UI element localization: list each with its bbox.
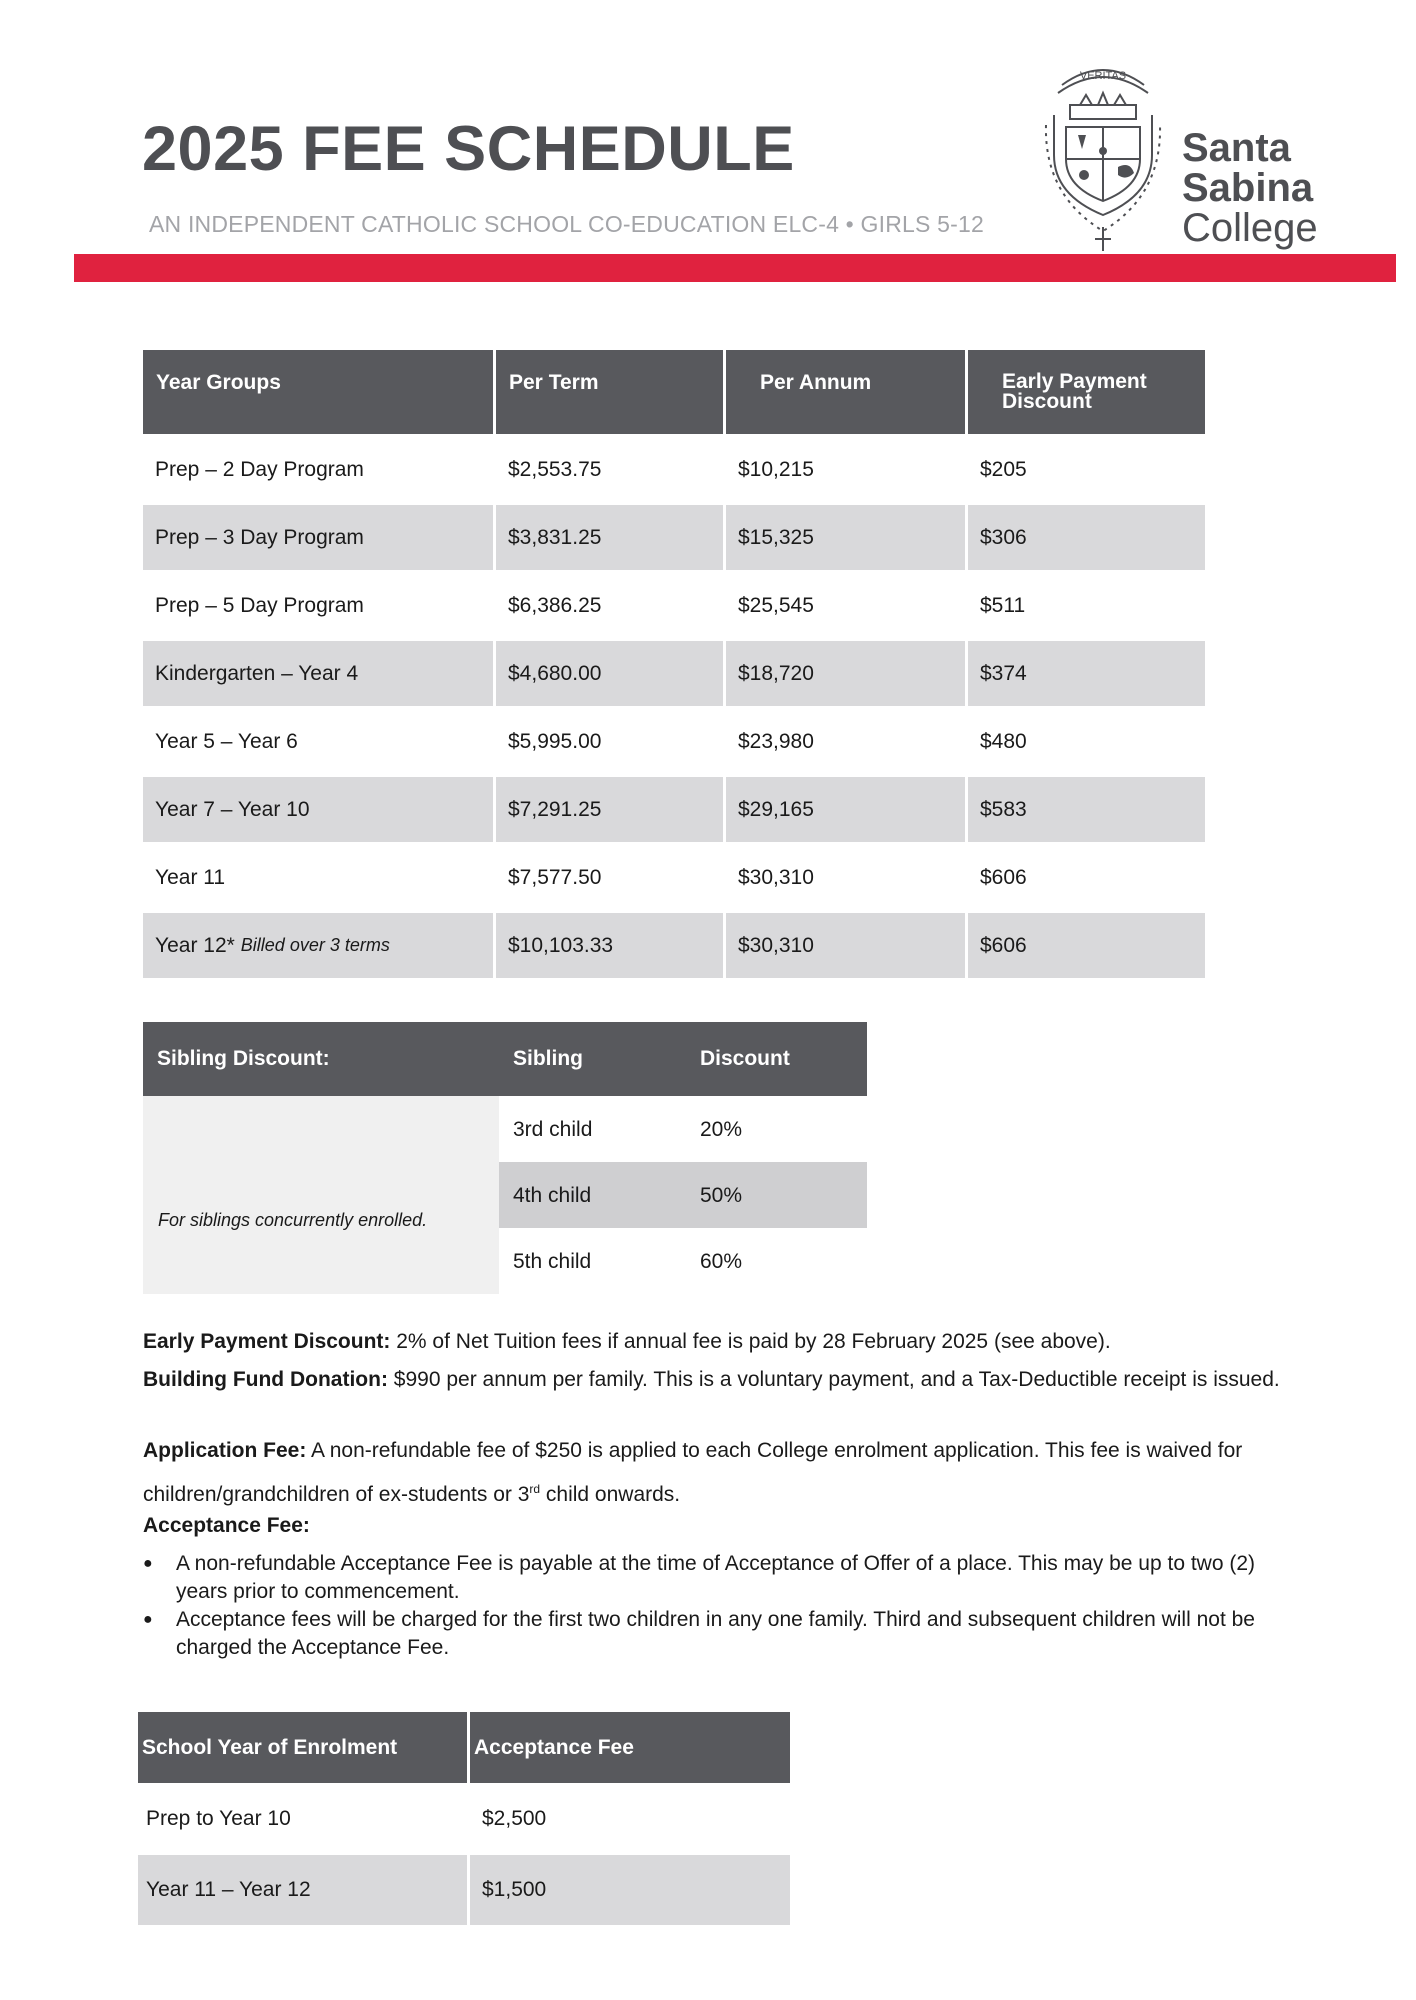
page-subtitle: AN INDEPENDENT CATHOLIC SCHOOL CO-EDUCATION ELC-4 • GIRLS 5-12 <box>149 211 984 237</box>
per-annum-fee <box>726 845 965 910</box>
early-payment-discount <box>968 845 1205 910</box>
sibling-label: 5th child <box>513 1250 592 1273</box>
per-annum-fee-text: $30,310 <box>738 933 814 957</box>
per-term-fee <box>496 505 723 570</box>
early-payment-discount <box>968 913 1205 978</box>
per-term-fee-text: $6,386.25 <box>508 593 602 617</box>
logo-name-line2: Sabina <box>1182 166 1314 210</box>
per-term-fee-text: $5,995.00 <box>508 729 602 753</box>
per-annum-fee <box>726 777 965 842</box>
year-group-text: Year 12* <box>155 933 235 957</box>
early-payment-label: Early Payment Discount: <box>143 1330 391 1353</box>
sibling-discount-value: 20% <box>700 1118 743 1141</box>
enrolment-year: Year 11 – Year 12 <box>138 1855 467 1925</box>
table-row <box>143 437 1205 502</box>
table-row <box>143 777 1205 842</box>
year-group <box>143 845 493 910</box>
application-fee-text: A non-refundable fee of $250 is applied to each College enrolment application. This fee is waived for children/grandchildren of ex-students or 3 <box>143 1439 1243 1506</box>
logo-name-line1: Santa <box>1182 126 1291 170</box>
sibling-row <box>499 1096 867 1162</box>
header-per-annum: Per Annum <box>726 350 965 434</box>
year-group <box>143 709 493 774</box>
table-row <box>143 709 1205 774</box>
logo-name-line3: College <box>1182 206 1318 250</box>
per-term-fee-text: $3,831.25 <box>508 525 602 549</box>
year-group <box>143 641 493 706</box>
per-annum-fee-text: $25,545 <box>738 593 814 617</box>
list-item: ● Acceptance fees will be charged for the first two children in any one family. Third and subsequent children will not be charged the Acceptance Fee. <box>143 1606 1283 1662</box>
building-fund-text: $990 per annum per family. This is a voluntary payment, and a Tax-Deductible receipt is issued. <box>393 1368 1280 1391</box>
year-group-text: Prep – 5 Day Program <box>155 593 364 617</box>
early-payment-discount <box>968 641 1205 706</box>
year-group-text: Year 11 <box>155 865 226 889</box>
billing-note: Billed over 3 terms <box>240 935 390 955</box>
page-title: 2025 FEE SCHEDULE <box>142 114 795 184</box>
per-term-fee <box>496 777 723 842</box>
header-school-year: School Year of Enrolment <box>138 1712 467 1783</box>
sibling-note: For siblings concurrently enrolled. <box>158 1210 428 1230</box>
building-fund-note <box>143 1366 1283 1394</box>
early-payment-discount-text: $583 <box>980 797 1027 821</box>
per-annum-fee-text: $18,720 <box>738 661 814 685</box>
header-sibling: Sibling <box>513 1047 583 1070</box>
early-payment-discount-text: $606 <box>980 933 1027 957</box>
year-group <box>143 573 493 638</box>
application-fee-text-end: child onwards. <box>540 1483 681 1506</box>
header-early-payment-discount: Early Payment Discount <box>968 350 1205 434</box>
table-row <box>143 573 1205 638</box>
college-crest-icon <box>1040 55 1166 255</box>
sibling-discount-title: Sibling Discount: <box>157 1047 330 1070</box>
sibling-label: 4th child <box>513 1184 592 1207</box>
per-term-fee <box>496 845 723 910</box>
year-group-text: Kindergarten – Year 4 <box>155 661 359 685</box>
header-acceptance-fee: Acceptance Fee <box>470 1712 790 1783</box>
acceptance-fee-table <box>138 1712 790 1925</box>
per-term-fee-text: $4,680.00 <box>508 661 602 685</box>
acceptance-fee-label: Acceptance Fee: <box>143 1514 310 1537</box>
fee-table-header-row <box>143 350 1205 434</box>
per-term-fee-text: $7,291.25 <box>508 797 602 821</box>
table-row <box>143 913 1205 978</box>
sibling-discount-value: 50% <box>700 1184 743 1207</box>
early-payment-note <box>143 1328 1283 1356</box>
acceptance-fee-heading <box>143 1512 1283 1540</box>
per-annum-fee <box>726 709 965 774</box>
fee-table <box>143 350 1205 978</box>
per-annum-fee <box>726 505 965 570</box>
per-annum-fee <box>726 573 965 638</box>
header-per-term: Per Term <box>496 350 723 434</box>
early-payment-discount <box>968 573 1205 638</box>
early-payment-discount-text: $205 <box>980 457 1027 481</box>
early-payment-discount <box>968 709 1205 774</box>
sibling-row <box>499 1228 867 1294</box>
per-annum-fee-text: $15,325 <box>738 525 814 549</box>
per-term-fee <box>496 641 723 706</box>
year-group <box>143 913 493 978</box>
early-payment-discount <box>968 437 1205 502</box>
per-term-fee-text: $7,577.50 <box>508 865 602 889</box>
application-fee-superscript: rd <box>529 1482 541 1496</box>
year-group-text: Prep – 3 Day Program <box>155 525 364 549</box>
sibling-table-header-row <box>143 1022 867 1096</box>
early-payment-discount-text: $480 <box>980 729 1027 753</box>
per-annum-fee <box>726 641 965 706</box>
early-payment-discount-text: $306 <box>980 525 1027 549</box>
list-item: ● A non-refundable Acceptance Fee is payable at the time of Acceptance of Offer of a place. This may be up to two (2) years prior to commencement. <box>143 1550 1283 1606</box>
year-group-text: Prep – 2 Day Program <box>155 457 364 481</box>
per-term-fee <box>496 913 723 978</box>
year-group <box>143 777 493 842</box>
table-row <box>138 1855 790 1925</box>
table-row <box>143 641 1205 706</box>
enrolment-year: Prep to Year 10 <box>146 1807 291 1830</box>
header-discount: Discount <box>700 1047 790 1070</box>
per-annum-fee <box>726 913 965 978</box>
early-payment-discount <box>968 505 1205 570</box>
early-payment-text: 2% of Net Tuition fees if annual fee is paid by 28 February 2025 (see above). <box>396 1330 1111 1353</box>
sibling-row <box>499 1162 867 1228</box>
building-fund-label: Building Fund Donation: <box>143 1368 388 1391</box>
early-payment-discount-text: $374 <box>980 661 1027 685</box>
early-payment-discount-text: $606 <box>980 865 1027 889</box>
application-fee-note <box>143 1432 1283 1514</box>
year-group-text: Year 5 – Year 6 <box>155 729 298 753</box>
header-accent-bar <box>74 254 1396 282</box>
sibling-note-cell <box>143 1096 499 1294</box>
sibling-discount-value: 60% <box>700 1250 743 1273</box>
per-term-fee-text: $2,553.75 <box>508 457 602 481</box>
per-annum-fee-text: $23,980 <box>738 729 814 753</box>
early-payment-discount <box>968 777 1205 842</box>
acceptance-table-header-row <box>138 1712 790 1783</box>
per-annum-fee-text: $29,165 <box>738 797 814 821</box>
per-term-fee-text: $10,103.33 <box>508 933 614 957</box>
per-annum-fee-text: $10,215 <box>738 457 814 481</box>
per-term-fee <box>496 709 723 774</box>
per-term-fee <box>496 573 723 638</box>
table-row <box>143 845 1205 910</box>
sibling-label: 3rd child <box>513 1118 593 1141</box>
year-group-text: Year 7 – Year 10 <box>155 797 310 821</box>
acceptance-fee-value: $2,500 <box>482 1807 547 1830</box>
sibling-discount-table <box>143 1022 867 1273</box>
application-fee-label: Application Fee: <box>143 1439 307 1462</box>
crest-motto: VERITAS <box>1079 70 1127 82</box>
per-annum-fee <box>726 437 965 502</box>
acceptance-fee-value: $1,500 <box>470 1855 790 1925</box>
header-year-groups: Year Groups <box>143 350 493 434</box>
early-payment-discount-text: $511 <box>980 593 1026 617</box>
per-annum-fee-text: $30,310 <box>738 865 814 889</box>
acceptance-fee-list <box>143 1550 1283 1662</box>
year-group <box>143 505 493 570</box>
year-group <box>143 437 493 502</box>
table-row <box>138 1784 790 1854</box>
table-row <box>143 505 1205 570</box>
per-term-fee <box>496 437 723 502</box>
